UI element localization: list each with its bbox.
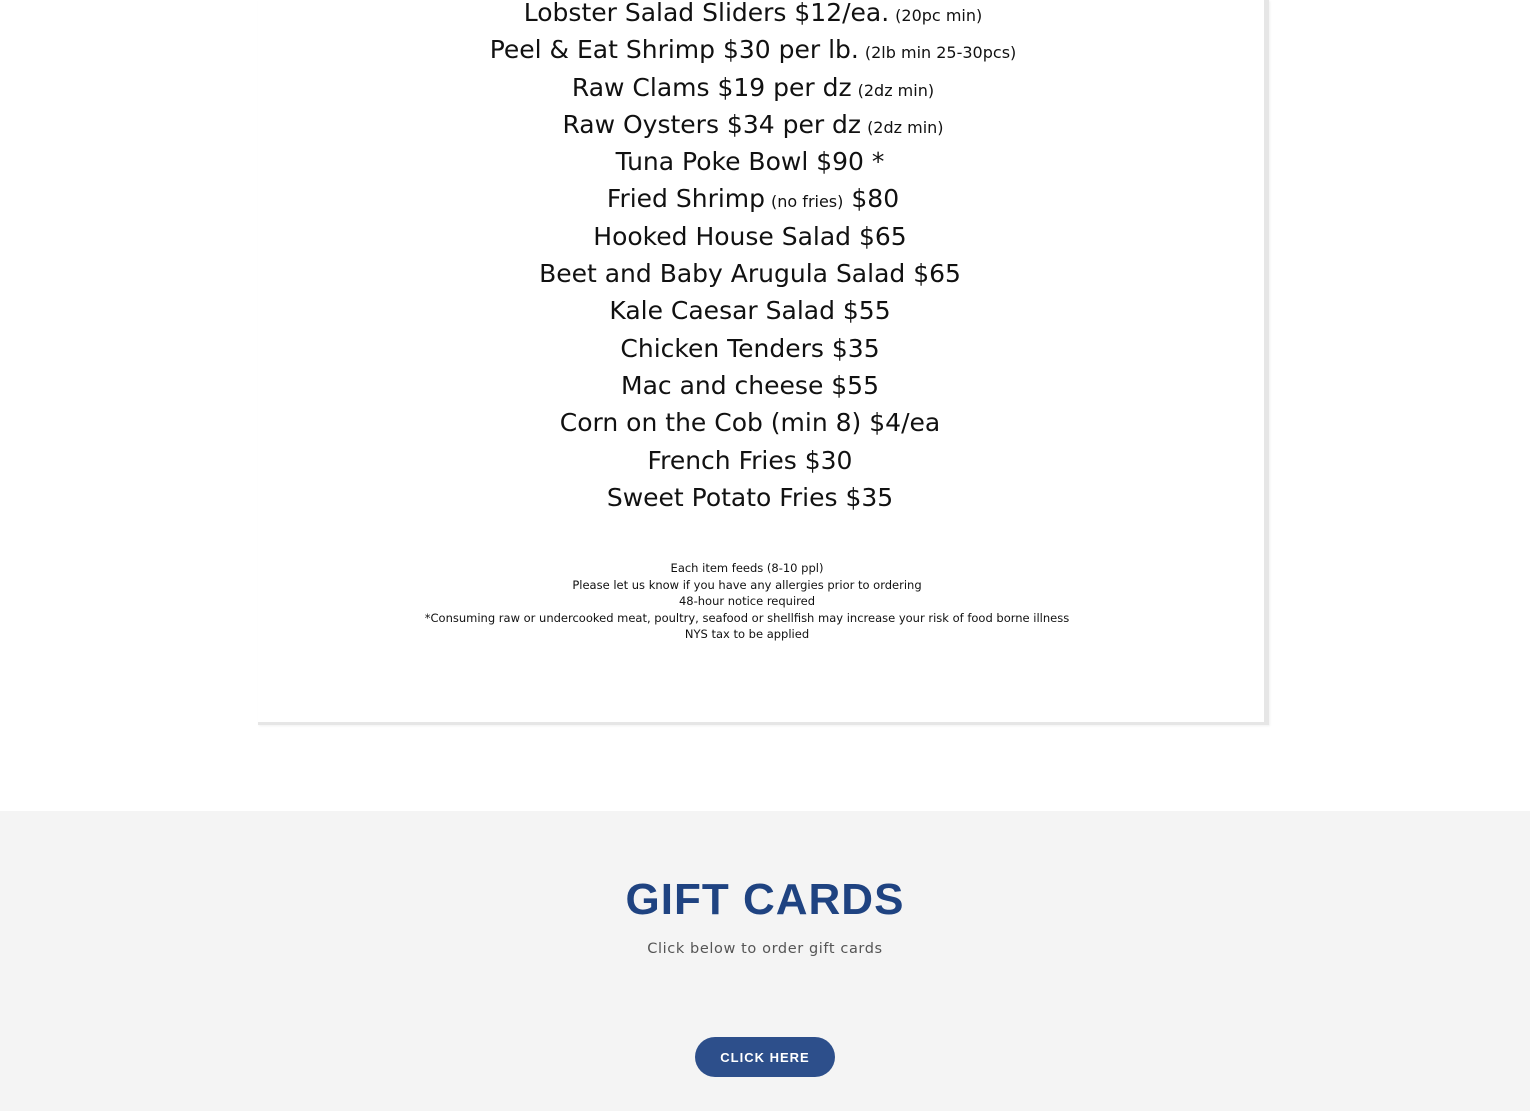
gift-cards-subtitle: Click below to order gift cards [647,941,883,957]
menu-item [258,442,1248,479]
menu-item [258,218,1248,255]
menu-item-name: Mac and cheese $55 [621,370,879,400]
menu-item [258,143,1248,180]
menu-item-name: Sweet Potato Fries $35 [606,482,894,512]
menu-item [258,255,1248,292]
menu-item [258,106,1248,143]
footnote-food-safety: *Consuming raw or undercooked meat, poultry, seafood or shellfish may increase your risk of food borne illness [424,610,1070,625]
menu-item [258,180,1248,217]
menu-item-note: (20pc min) [895,6,983,25]
gift-cards-title: GIFT CARDS [625,875,905,924]
menu-item-name: Tuna Poke Bowl $90 * [615,147,885,177]
menu-item [258,330,1248,367]
menu-item-price: $80 [851,184,900,214]
menu-item [258,404,1248,441]
menu-item [258,367,1248,404]
menu-item [258,0,1248,31]
menu-item-name: Chicken Tenders $35 [620,333,880,363]
menu-item-name: French Fries $30 [647,445,853,475]
footnote-notice: 48-hour notice required [678,594,816,608]
menu-item-name: Corn on the Cob (min 8) $4/ea [559,408,941,438]
menu-item-note: (no fries) [771,192,844,212]
menu-item-list [258,0,1248,516]
menu-item-name: Beet and Baby Arugula Salad $65 [539,259,961,289]
menu-item-note: (2dz min) [867,117,944,137]
menu-item-name: Fried Shrimp [606,184,766,214]
menu-item-name: Peel & Eat Shrimp $30 per lb. [489,35,859,65]
menu-item-name: Kale Caesar Salad $55 [609,296,891,326]
footnote-allergies: Please let us know if you have any allergies prior to ordering [572,577,922,592]
menu-footnotes [258,560,1236,643]
footnote-tax: NYS tax to be applied [684,627,810,641]
menu-item-name: Lobster Salad Sliders $12/ea. [523,0,890,27]
menu-item [258,69,1248,106]
menu-item-name: Raw Oysters $34 per dz [562,109,862,139]
menu-item-name: Raw Clams $19 per dz [571,72,852,102]
menu-item-note: (2dz min) [857,80,935,100]
menu-item [258,479,1248,516]
order-gift-cards-button[interactable]: CLICK HERE [695,1037,835,1077]
menu-item-note: (2lb min 25-30pcs) [864,43,1017,63]
menu-item [258,31,1248,68]
menu-item-name: Hooked House Salad $65 [593,221,907,251]
menu-item [258,292,1248,329]
footnote-serving-size: Each item feeds (8-10 ppl) [670,561,824,575]
catering-menu-image [258,0,1269,725]
gift-cards-section [0,811,1530,1111]
